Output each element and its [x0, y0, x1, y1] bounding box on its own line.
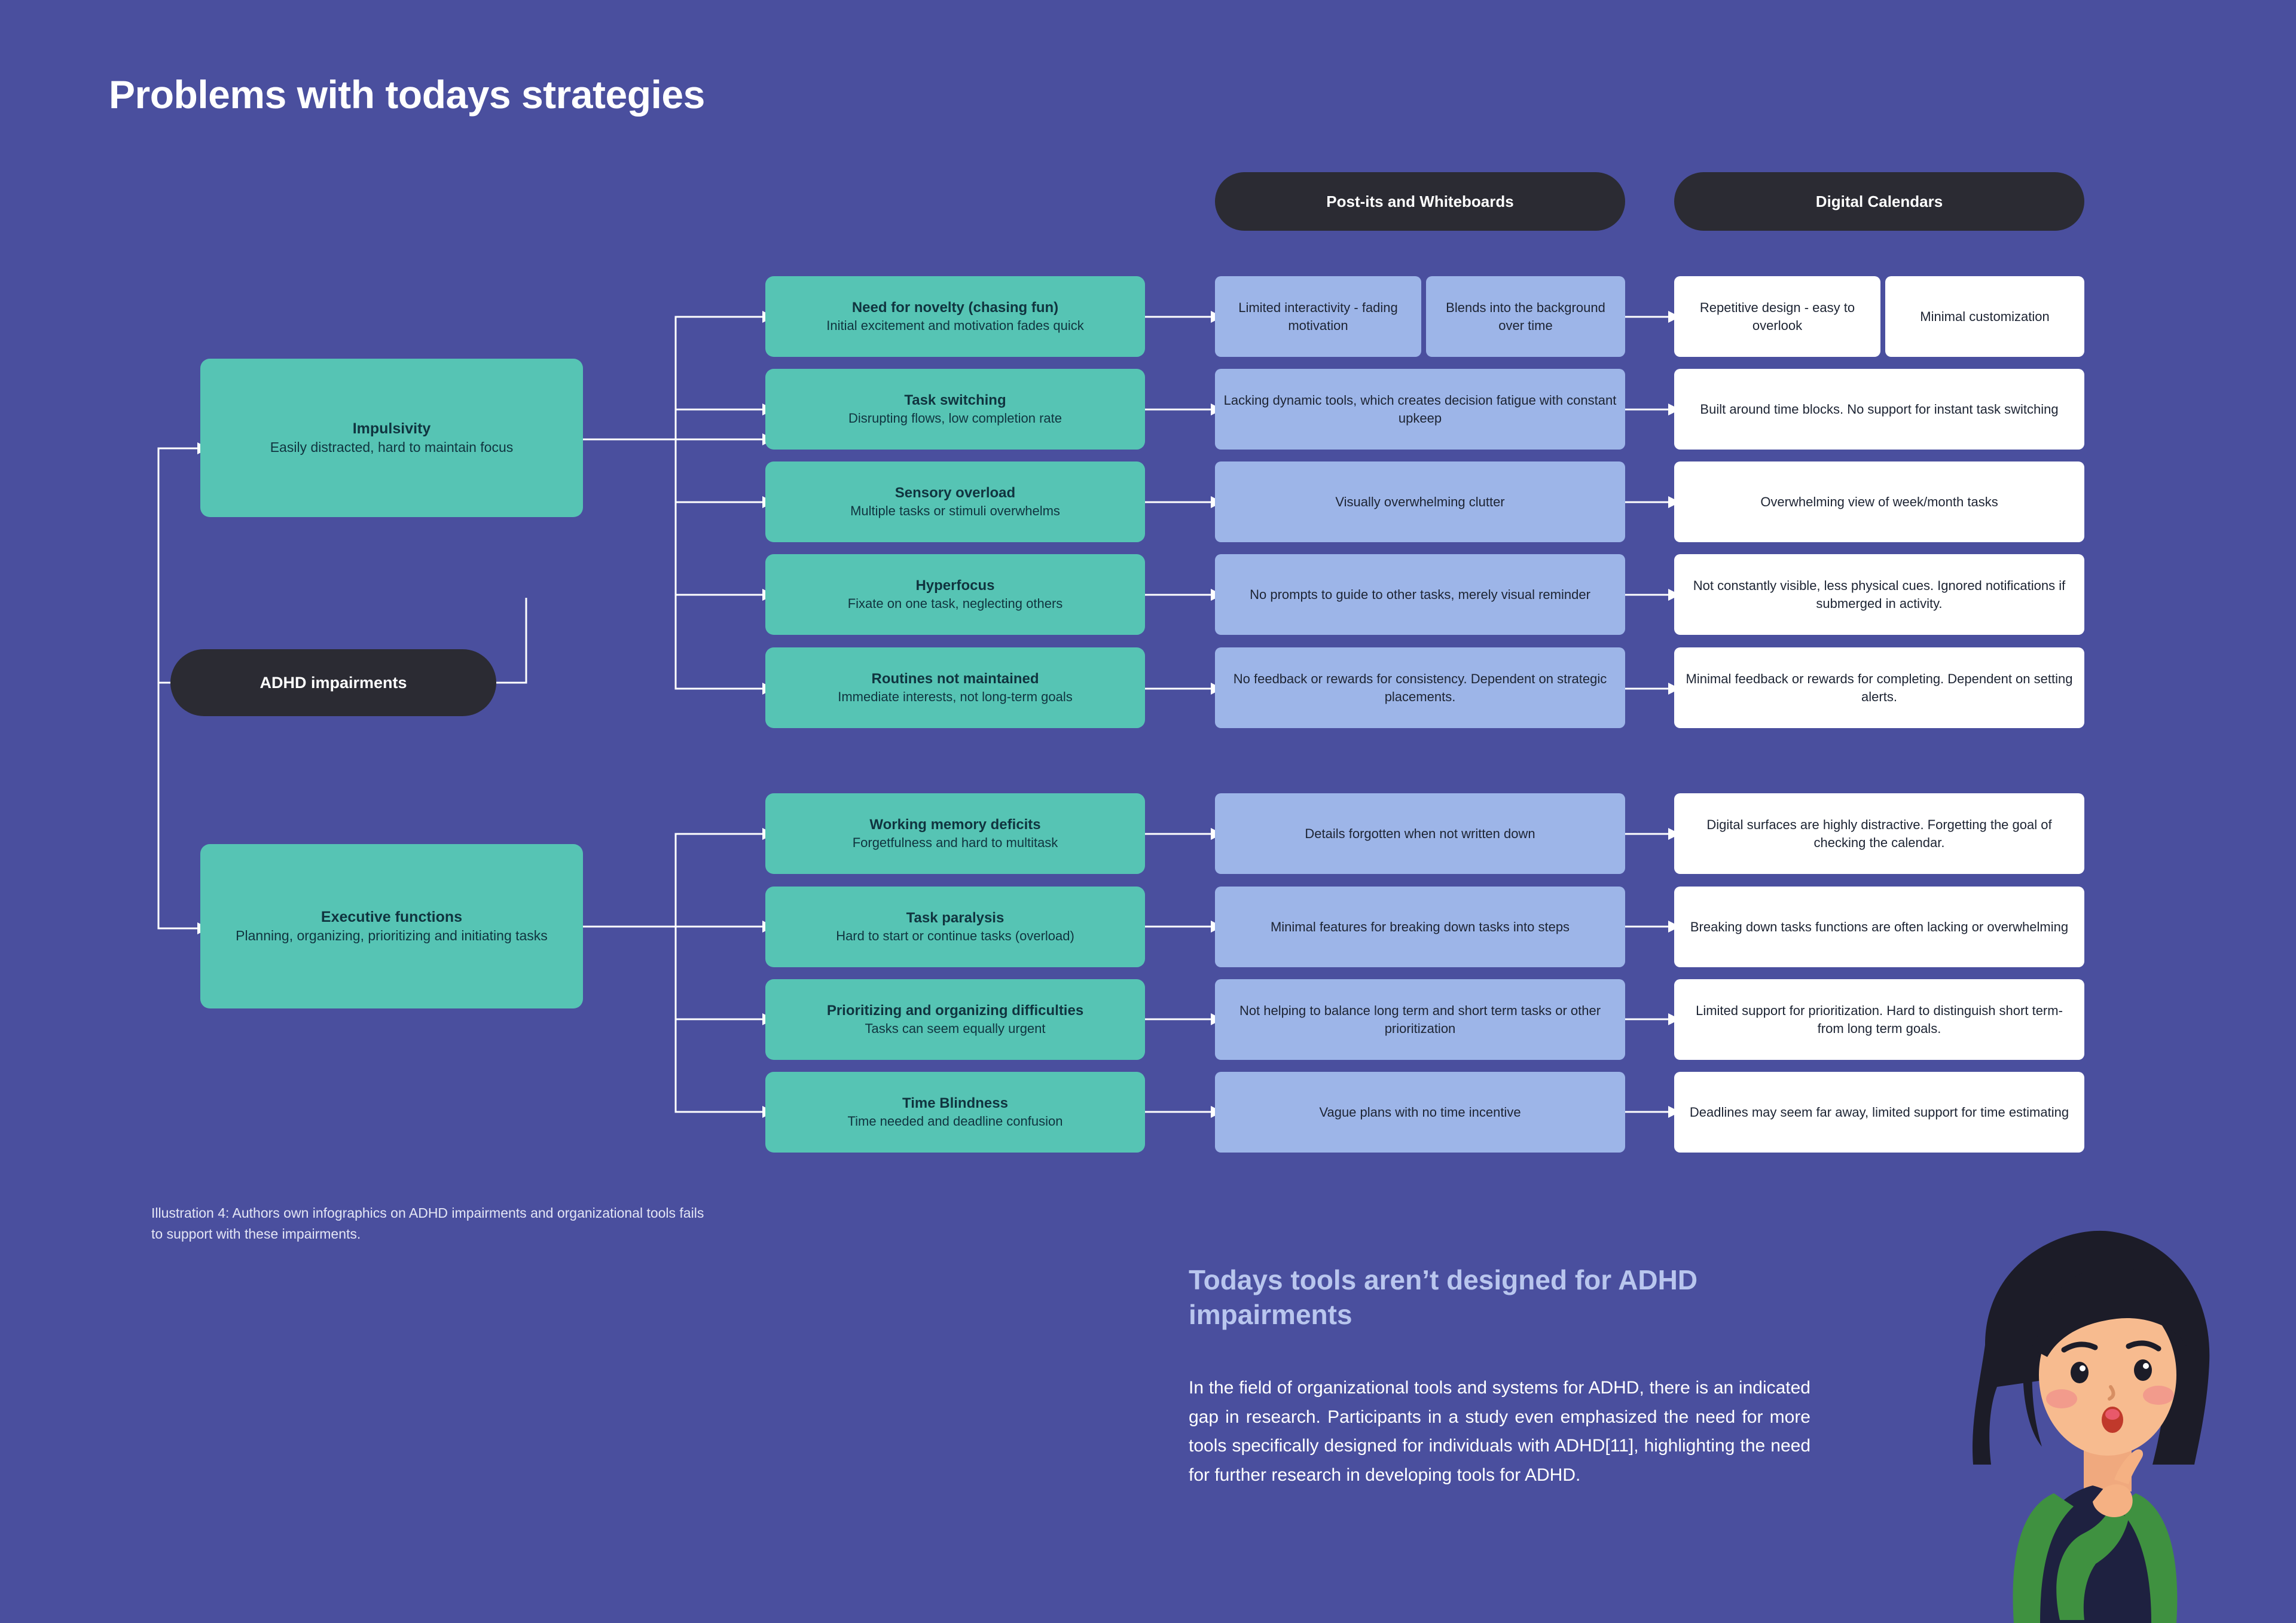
postit-blends-into-background	[1426, 276, 1625, 357]
calendar-limited-prioritization	[1674, 979, 2084, 1060]
calendar-overwhelming-view-text: Overwhelming view of week/month tasks	[1760, 494, 1998, 509]
calendar-breakdown-lacking	[1674, 887, 2084, 967]
trait-time-blindness	[765, 1072, 1145, 1153]
postit-details-forgotten-text: Details forgotten when not written down	[1305, 826, 1535, 841]
header-postits-label: Post-its and Whiteboards	[1326, 192, 1514, 210]
calendar-minimal-customization	[1885, 276, 2084, 357]
calendar-deadlines-far-away-text: Deadlines may seem far away, limited support for time estimating	[1689, 1104, 2069, 1120]
calendar-limited-prioritization-text: Limited support for prioritization. Hard to distinguish short term- from long term goals.	[1696, 1002, 2063, 1036]
postit-no-feedback	[1215, 647, 1625, 728]
trait-task-paralysis-title: Task paralysis	[906, 910, 1004, 927]
calendar-digital-distractive	[1674, 793, 2084, 874]
postit-not-balancing	[1215, 979, 1625, 1060]
trait-need-for-novelty-sub: Initial excitement and motivation fades quick	[826, 318, 1084, 334]
postit-vague-plans	[1215, 1072, 1625, 1153]
calendar-not-visible	[1674, 554, 2084, 635]
trait-need-for-novelty-title: Need for novelty (chasing fun)	[851, 299, 1059, 316]
trait-working-memory	[765, 793, 1145, 874]
trait-routines-not-maintained	[765, 647, 1145, 728]
postit-limited-interactivity-text: Limited interactivity - fading motivation	[1238, 299, 1398, 333]
postit-minimal-breakdown-text: Minimal features for breaking down tasks into steps	[1270, 919, 1570, 934]
calendar-digital-distractive-text: Digital surfaces are highly distractive. Forgetting the goal of checking the calendar.	[1706, 817, 2052, 850]
trait-hyperfocus	[765, 554, 1145, 635]
trait-time-blindness-title: Time Blindness	[902, 1095, 1008, 1112]
postit-no-prompts	[1215, 554, 1625, 635]
calendar-breakdown-lacking-text: Breaking down tasks functions are often lacking or overwhelming	[1690, 919, 2069, 934]
category-impulsivity-title: Impulsivity	[352, 420, 431, 437]
character-illustration	[1913, 1208, 2272, 1623]
calendar-repetitive-design-text: Repetitive design - easy to overlook	[1699, 299, 1855, 333]
header-calendars	[1674, 172, 2084, 231]
postit-lacking-dynamic-tools-text: Lacking dynamic tools, which creates decision fatigue with constant upkeep	[1223, 392, 1617, 426]
trait-prioritizing-sub: Tasks can seem equally urgent	[865, 1021, 1046, 1037]
postit-no-prompts-text: No prompts to guide to other tasks, merely visual reminder	[1250, 586, 1590, 602]
postit-not-balancing-text: Not helping to balance long term and short term tasks or other prioritization	[1239, 1002, 1601, 1036]
root-node-adhd-impairments	[170, 649, 496, 716]
trait-time-blindness-sub: Time needed and deadline confusion	[847, 1114, 1063, 1129]
category-executive-functions	[200, 844, 583, 1008]
trait-task-switching	[765, 369, 1145, 450]
header-calendars-label: Digital Calendars	[1815, 192, 1943, 210]
trait-routines-sub: Immediate interests, not long-term goals	[838, 689, 1073, 705]
trait-hyperfocus-sub: Fixate on one task, neglecting others	[847, 596, 1063, 612]
trait-sensory-overload-title: Sensory overload	[894, 485, 1016, 502]
trait-sensory-overload-sub: Multiple tasks or stimuli overwhelms	[850, 503, 1060, 519]
calendar-time-blocks	[1674, 369, 2084, 450]
trait-task-paralysis	[765, 887, 1145, 967]
postit-visual-clutter-text: Visually overwhelming clutter	[1335, 494, 1505, 509]
figure-caption: Illustration 4: Authors own infographics on ADHD impairments and organizational tools fails to support with these impairments.	[151, 1205, 704, 1242]
category-executive-subtitle: Planning, organizing, prioritizing and initiating tasks	[236, 928, 548, 944]
trait-sensory-overload	[765, 461, 1145, 542]
trait-prioritizing-difficulties	[765, 979, 1145, 1060]
page-title: Problems with todays strategies	[109, 72, 705, 117]
bottom-heading: Todays tools aren’t designed for ADHD impairments	[1189, 1264, 1698, 1330]
calendar-minimal-feedback	[1674, 647, 2084, 728]
trait-need-for-novelty	[765, 276, 1145, 357]
postit-vague-plans-text: Vague plans with no time incentive	[1319, 1104, 1521, 1120]
root-node-label: ADHD impairments	[259, 673, 407, 692]
calendar-time-blocks-text: Built around time blocks. No support for instant task switching	[1700, 401, 2059, 417]
category-executive-title: Executive functions	[320, 908, 463, 925]
category-impulsivity	[200, 359, 583, 517]
bottom-body-text: In the field of organizational tools and systems for ADHD, there is an indicated gap in research. Participants in a study even emphasized the need for more tools specifically designed for individuals with ADHD[11], highlighting the need for further research in developing tools for ADHD.	[1189, 1378, 1810, 1485]
trait-routines-title: Routines not maintained	[871, 671, 1039, 687]
postit-visual-clutter	[1215, 461, 1625, 542]
postit-details-forgotten	[1215, 793, 1625, 874]
trait-task-switching-sub: Disrupting flows, low completion rate	[848, 411, 1062, 426]
trait-prioritizing-title: Prioritizing and organizing difficulties	[826, 1002, 1084, 1019]
calendar-repetitive-design	[1674, 276, 1880, 357]
postit-limited-interactivity	[1215, 276, 1421, 357]
postit-blends-into-background-text: Blends into the background over time	[1446, 299, 1605, 333]
trait-task-switching-title: Task switching	[904, 392, 1006, 409]
postit-no-feedback-text: No feedback or rewards for consistency. Dependent on strategic placements.	[1233, 671, 1607, 704]
header-postits	[1215, 172, 1625, 231]
trait-working-memory-title: Working memory deficits	[869, 817, 1041, 833]
postit-lacking-dynamic-tools	[1215, 369, 1625, 450]
calendar-overwhelming-view	[1674, 461, 2084, 542]
trait-working-memory-sub: Forgetfulness and hard to multitask	[852, 835, 1058, 851]
trait-hyperfocus-title: Hyperfocus	[915, 577, 995, 594]
calendar-minimal-feedback-text: Minimal feedback or rewards for completing. Dependent on setting alerts.	[1686, 671, 2073, 704]
calendar-deadlines-far-away	[1674, 1072, 2084, 1153]
calendar-minimal-customization-text: Minimal customization	[1920, 308, 2050, 324]
calendar-not-visible-text: Not constantly visible, less physical cues. Ignored notifications if submerged in activity.	[1693, 577, 2066, 611]
category-impulsivity-subtitle: Easily distracted, hard to maintain focus	[270, 439, 514, 456]
postit-minimal-breakdown	[1215, 887, 1625, 967]
trait-task-paralysis-sub: Hard to start or continue tasks (overload)	[836, 928, 1074, 944]
